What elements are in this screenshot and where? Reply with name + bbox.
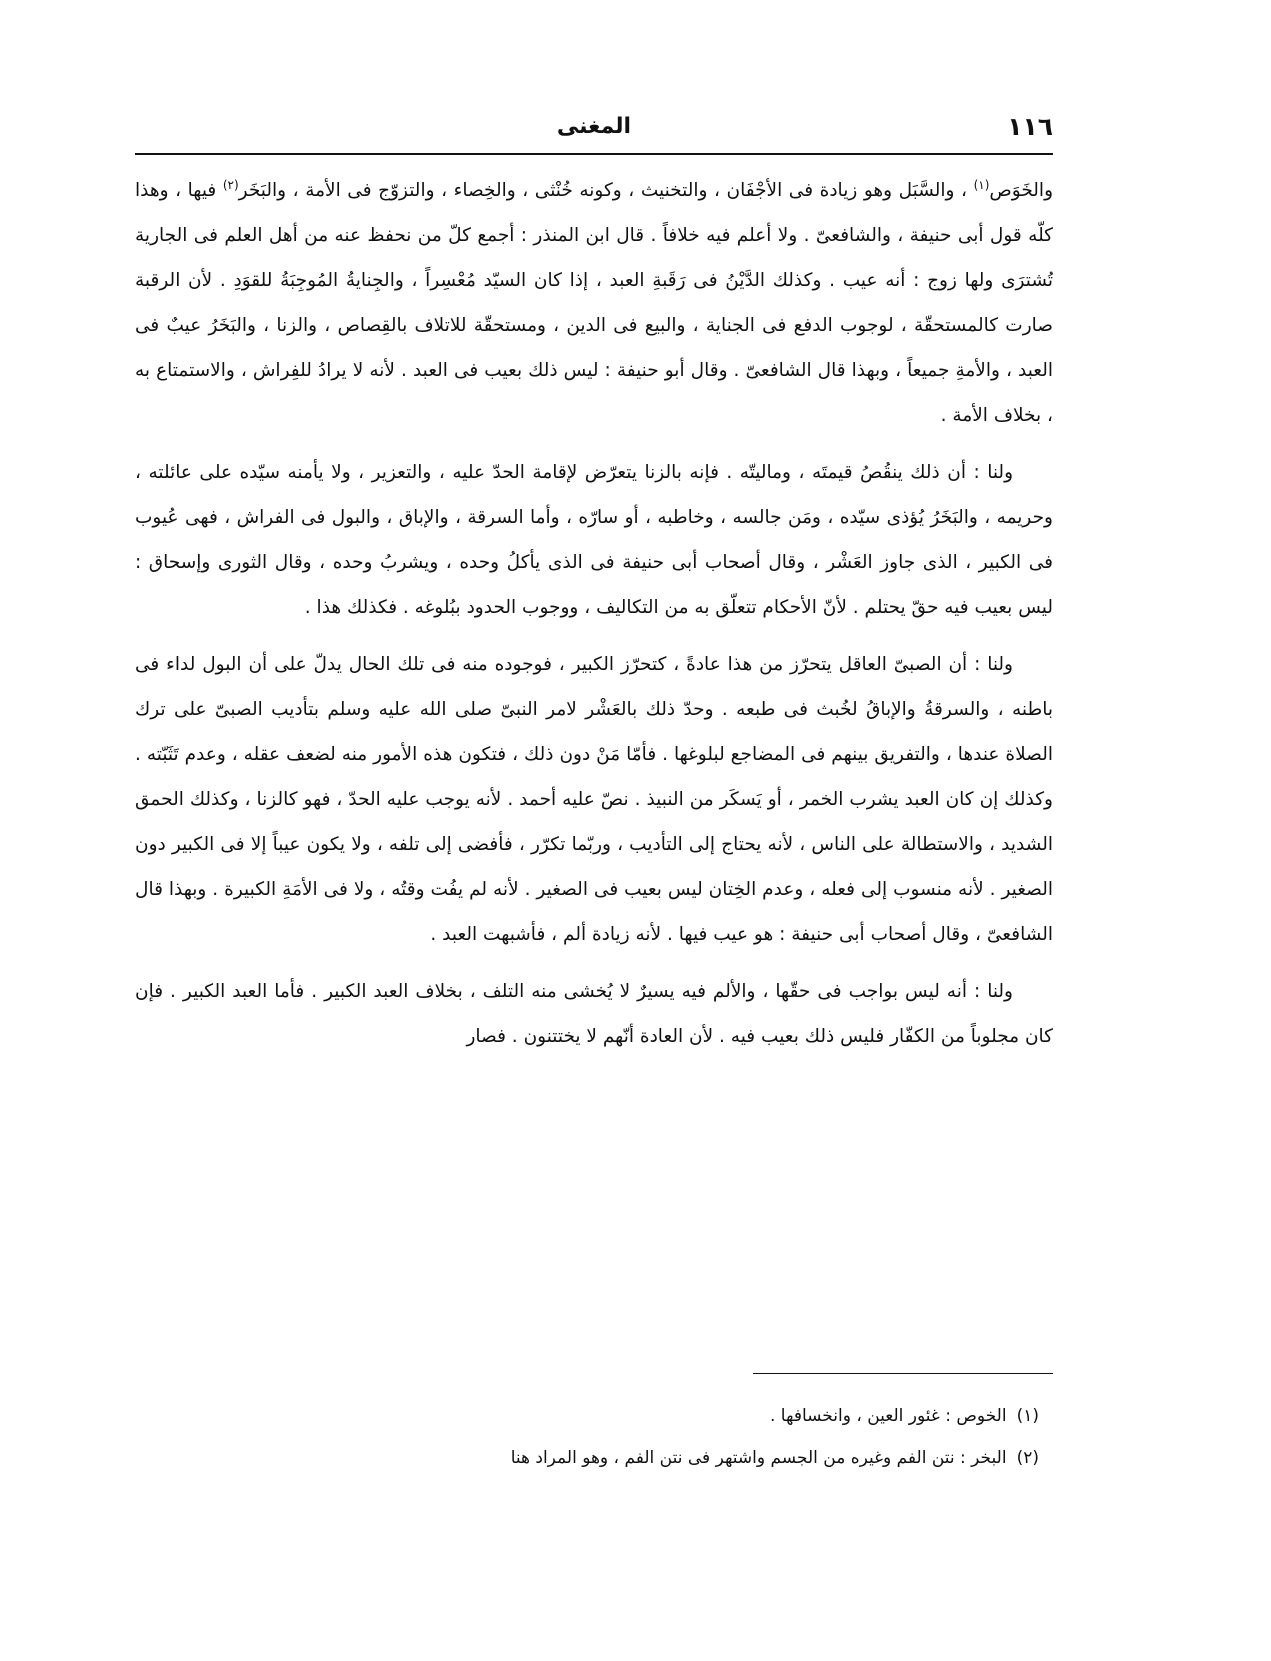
text-run: ولنا : أن الصبىّ العاقل يتحرّز من هذا عادةً ، كتحرّز الكبير ، فوجوده منه فى تلك الحال يدلّ على أن البول لداء فى باطنه ، والسرقةُ والإباقُ لخُبث فى طبعه . وحدّ ذلك بالعَشْر لامر النبىّ صلى الله عليه وسلم بتأديب الصبىّ على ترك الصلاة عندها ، والتفريق بينهم فى المضاجع لبلوغها . فأمّا مَنْ دون ذلك ، فتكون هذه الأمور منه لضعف عقله ، وعدم تَثَبّته . وكذلك إن كان العبد يشرب الخمر ، أو يَسكَر من النبيذ . نصّ عليه أحمد . لأنه يوجب عليه الحدّ ، فهو كالزنا ، وكذلك الحمق الشديد ، والاستطالة على الناس ، لأنه يحتاج إلى التأديب ، وربّما تكرّر ، فأفضى إلى تلفه ، ولا يكون عيباً إلا فى الكبير دون الصغير . لأنه منسوب إلى فعله ، وعدم الخِتان ليس بعيب فى الصغير . لأنه لم يفُت وقتُه ، ولا فى الأمَةِ الكبيرة . وبهذا قال الشافعىّ ، وقال أصحاب أبى حنيفة : هو عيب فيها . لأنه زيادة ألم ، فأشبهت العبد .: [135, 654, 1053, 945]
paragraph: [135, 969, 1053, 1059]
footnote-marker: (١): [973, 177, 990, 192]
main-text: [135, 168, 1053, 1071]
footnote-rule: [753, 1373, 1053, 1374]
footnote-number: (٢): [1016, 1448, 1039, 1468]
paragraph: [135, 168, 1053, 438]
running-head: [135, 112, 1053, 152]
text-run: ، والسَّبَل وهو زيادة فى الأجْفَان ، والتخنيث ، وكونه خُنْثى ، والخِصاء ، والتزوّج فى الأمة ، والبَخَر: [238, 180, 974, 201]
header-rule: [135, 153, 1053, 155]
text-run: ولنا : أن ذلك ينقُصُ قيمتَه ، وماليتّه . فإنه بالزنا يتعرّض لإقامة الحدّ عليه ، والتعزير ، ولا يأمنه سيّده على عائلته ، وحريمه ، والبَخَرُ يُؤذى سيّده ، ومَن جالسه ، وخاطبه ، أو سارّه ، وأما السرقة ، والإباق ، والبول فى الفراش ، فهى عُيوب فى الكبير ، الذى جاوز العَشْر ، وقال أصحاب أبى حنيفة فى الذى يأكلُ وحده ، ويشربُ وحده ، وقال الثورى وإسحاق : ليس بعيب فيه حقّ يحتلم . لأنّ الأحكام تتعلّق به من التكاليف ، ووجوب الحدود ببُلوغه . فكذلك هذا .: [135, 462, 1053, 618]
footnote-text: البخر : نتن الفم وغيره من الجسم واشتهر فى نتن الفم ، وهو المراد هنا: [510, 1448, 1007, 1468]
page-number: ١١٦: [1007, 112, 1053, 141]
footnote: [135, 1395, 1053, 1437]
footnote-marker: (٢): [222, 177, 239, 192]
text-run: فيها ، وهذا كلّه قول أبى حنيفة ، والشافعىّ . ولا أعلم فيه خلافاً . قال ابن المنذر : أجمع كلّ من نحفظ عنه من أهل العلم فى الجارية تُشترَى ولها زوج : أنه عيب . وكذلك الدَّيْنُ فى رَقَبةِ العبد ، إذا كان السيّد مُعْسِراً ، والجِنايةُ المُوجِبَةُ للقوَدِ . لأن الرقبة صارت كالمستحقّة ، لوجوب الدفع فى الجناية ، والبيع فى الدين ، ومستحقّة للاتلاف بالقِصاص ، والزنا ، والبَخَرُ عيبٌ فى العبد ، والأمةِ جميعاً ، وبهذا قال الشافعىّ . وقال أبو حنيفة : ليس ذلك بعيب فى العبد . لأنه لا يرادُ للفِراش ، والاستمتاع به ، بخلاف الأمة .: [135, 180, 1053, 426]
paragraph: [135, 642, 1053, 957]
text-run: ولنا : أنه ليس بواجب فى حقّها ، والألم فيه يسيرٌ لا يُخشى منه التلف ، بخلاف العبد الكبير . فأما العبد الكبير . فإن كان مجلوباً من الكفّار فليس ذلك بعيب فيه . لأن العادة أنّهم لا يختتنون . فصار: [135, 981, 1053, 1047]
book-title: المغنى: [556, 114, 632, 139]
footnote: [135, 1437, 1053, 1479]
text-run: والخَوَص: [989, 180, 1053, 201]
paragraph: [135, 450, 1053, 630]
book-page: [135, 0, 1053, 1661]
footnote-text: الخوص : غئور العين ، وانخسافها .: [770, 1406, 1007, 1426]
footnotes: [135, 1395, 1053, 1479]
footnote-number: (١): [1016, 1406, 1039, 1426]
